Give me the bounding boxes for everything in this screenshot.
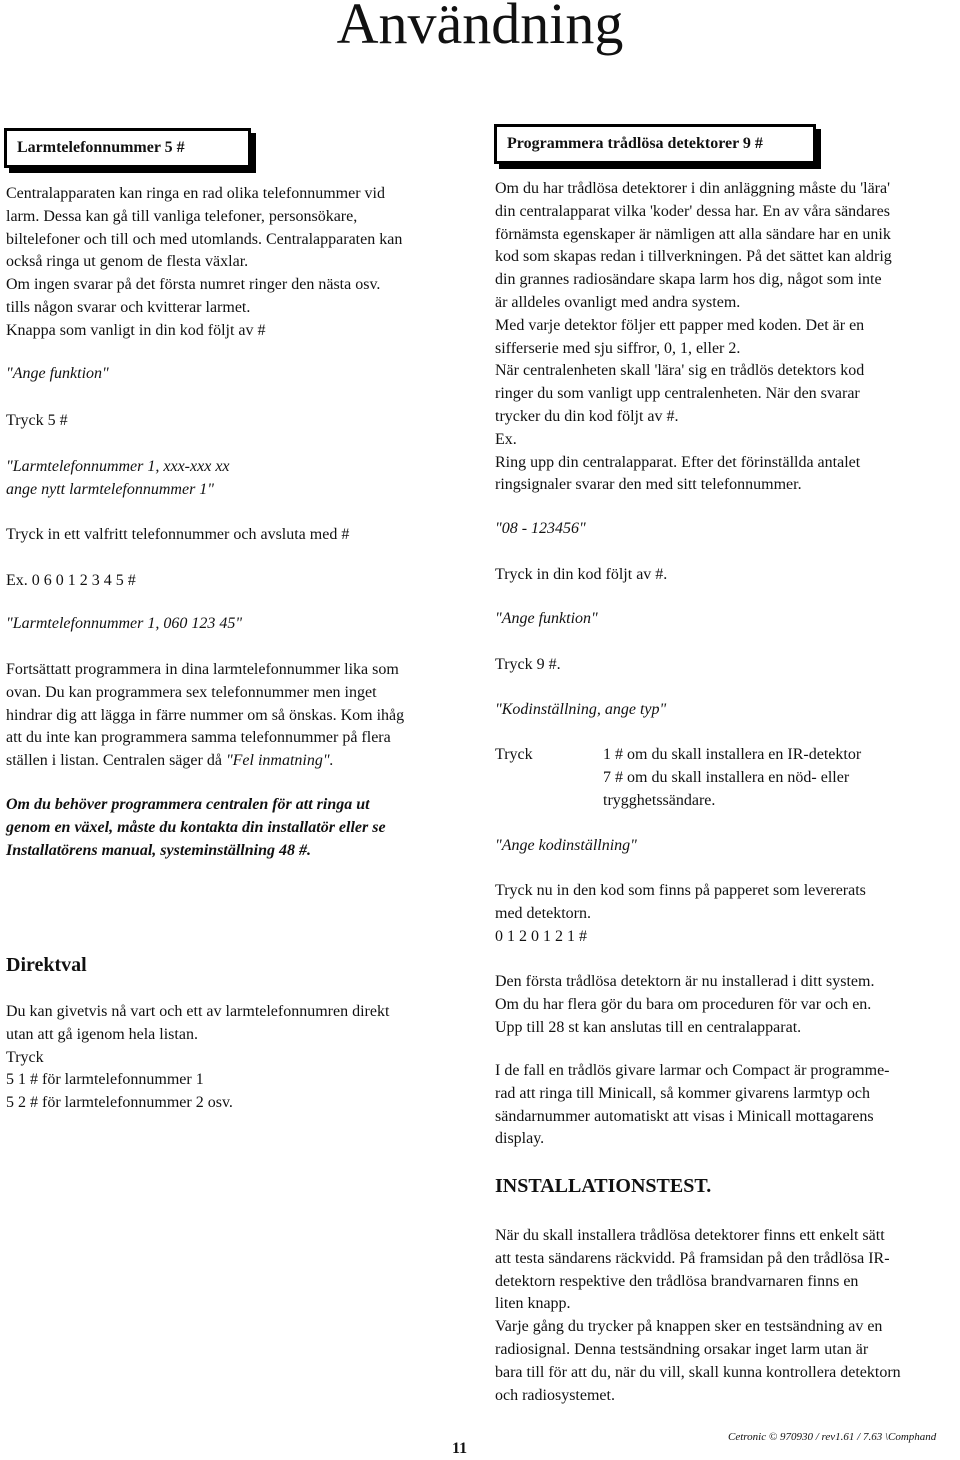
section-heading-label: Programmera trådlösa detektorer 9 # [507, 135, 763, 152]
display-ange-funktion: "Ange funktion" [495, 610, 598, 627]
text-line: Upp till 28 st kan anslutas till en centralapparat. [495, 1018, 802, 1036]
text-line: larm. Dessa kan gå till vanliga telefoner, personsökare, [6, 207, 358, 225]
text-line: "Larmtelefonnummer 1, xxx-xxx xx [6, 458, 230, 475]
text-line: sändarnummer automatiskt att visas i Minicall mottagarens [495, 1107, 874, 1125]
forsta-detektor-paragraph [495, 971, 957, 1039]
section-heading-label: Larmtelefonnummer 5 # [17, 139, 185, 156]
option-line: 7 # om du skall installera en nöd- eller [603, 768, 850, 786]
text-line: Om du har trådlösa detektorer i din anläggning måste du 'lära' [495, 180, 890, 197]
text-line: ringsignaler svarar den med sitt telefonnummer. [495, 476, 802, 494]
text-line: biltelefoner och till och med utomlands. Centralapparaten kan [6, 230, 403, 248]
text-line: Om du behöver programmera centralen för att ringa ut [6, 796, 370, 813]
text-line: ringer du som vanligt upp centralenheten. När den svarar [495, 385, 860, 403]
option-line: trygghetssändare. [603, 791, 716, 809]
text-line: Om ingen svarar på det första numret ringer den nästa osv. [6, 276, 381, 294]
tryck-nu-paragraph [495, 880, 957, 948]
display-ange-funktion: "Ange funktion" [6, 365, 109, 382]
detector-type-options [495, 744, 935, 812]
text-line: liten knapp. [495, 1295, 571, 1313]
text-line: Om du har flera gör du bara om proceduren för var och en. [495, 995, 872, 1013]
text-segment-italic: "Fel inmatning". [225, 752, 334, 770]
text-line: rad att ringa till Minicall, så kommer givarens larmtyp och [495, 1084, 871, 1102]
text-line: Du kan givetvis nå vart och ett av larmtelefonnumren direkt [6, 1003, 390, 1020]
text-line: att testa sändarens räckvidd. På framsidan på den trådlösa IR- [495, 1249, 890, 1267]
text-line: tills någon svarar och kvitterar larmet. [6, 298, 251, 316]
display-larmtelefonnummer [6, 456, 230, 502]
continue-paragraph [6, 659, 456, 773]
installationstest-heading: INSTALLATIONSTEST. [495, 1175, 712, 1197]
direktval-heading: Direktval [6, 954, 87, 976]
text-line: Centralapparaten kan ringa en rad olika telefonnummer vid [6, 185, 385, 202]
text-line [6, 750, 456, 773]
display-phone-number: "08 - 123456" [495, 520, 586, 537]
text-line: Fortsättatt programmera in dina larmtelefonnummer lika som [6, 661, 399, 678]
text-segment: ställen i listan. Centralen säger då [6, 752, 226, 770]
text-line: trycker du din kod följt av #. [495, 407, 679, 425]
text-line: Med varje detektor följer ett papper med koden. Det är en [495, 316, 865, 334]
instruction-tryck-valfritt: Tryck in ett valfritt telefonnummer och avsluta med # [6, 526, 350, 543]
text-line: förnämsta egenskaper är nämligen att alla sändare har en unik [495, 225, 891, 243]
text-line: också ringa ut genom de flesta växlar. [6, 253, 249, 271]
right-intro-paragraph [495, 178, 957, 497]
tryck-label: Tryck [495, 746, 533, 763]
option-list [603, 744, 861, 812]
section-heading-tradlosa-detektorer [494, 124, 816, 164]
document-revision-info: Cetronic © 970930 / rev1.61 / 7.63 \Comphand [728, 1431, 937, 1443]
text-line: är alldeles ovanligt med andra system. [495, 293, 741, 311]
direktval-paragraph [6, 1001, 466, 1115]
text-line: Tryck nu in den kod som finns på papperet som levererats [495, 882, 866, 899]
text-line: med detektorn. [495, 904, 591, 922]
display-larmtelefonnummer-example: "Larmtelefonnummer 1, 060 123 45" [6, 615, 243, 632]
text-line: ovan. Du kan programmera sex telefonnummer men inget [6, 683, 377, 701]
text-line: bara till för att du, när du vill, skall kunna kontrollera detektorn [495, 1363, 901, 1381]
text-line: kod som skapas redan i tillverkningen. På det sättet kan aldrig [495, 248, 892, 266]
instruction-tryck-9: Tryck 9 #. [495, 656, 561, 673]
text-line: När du skall installera trådlösa detektorer finns ett enkelt sätt [495, 1227, 885, 1244]
text-line: Knappa som vanligt in din kod följt av # [6, 321, 266, 339]
important-note [6, 794, 466, 862]
text-line: genom en växel, måste du kontakta din installatör eller se [6, 818, 386, 836]
display-kodinstallning: "Kodinställning, ange typ" [495, 701, 667, 718]
option-line: 1 # om du skall installera en IR-detektor [603, 746, 862, 763]
minicall-paragraph [495, 1060, 957, 1151]
text-line: När centralenheten skall 'lära' sig en trådlös detektors kod [495, 362, 865, 380]
instruction-tryck-kod: Tryck in din kod följt av #. [495, 566, 668, 583]
example-number: Ex. 0 6 0 1 2 3 4 5 # [6, 572, 136, 589]
text-line: display. [495, 1130, 545, 1148]
text-line: Ex. [495, 430, 517, 448]
text-line: ange nytt larmtelefonnummer 1" [6, 480, 215, 498]
text-line: 5 1 # för larmtelefonnummer 1 [6, 1071, 204, 1089]
page-number: 11 [452, 1440, 468, 1457]
text-line: och radiosystemet. [495, 1386, 615, 1404]
text-line: sifferserie med sju siffror, 0, 1, eller 2. [495, 339, 741, 357]
text-line: Den första trådlösa detektorn är nu installerad i ditt system. [495, 973, 875, 990]
page-title: Användning [336, 0, 624, 56]
text-line: Ring upp din centralapparat. Efter det förinställda antalet [495, 453, 861, 471]
instruction-tryck-5: Tryck 5 # [6, 412, 68, 429]
text-line: Installatörens manual, systeminställning 48 #. [6, 841, 311, 859]
text-line: 0 1 2 0 1 2 1 # [495, 927, 587, 945]
text-line: detektorn respektive den trådlösa brandvarnaren finns en [495, 1272, 859, 1290]
text-line: att du inte kan programmera samma telefonnummer på flera [6, 729, 391, 747]
text-line: I de fall en trådlös givare larmar och Compact är programme- [495, 1062, 890, 1079]
text-line: Varje gång du trycker på knappen sker en testsändning av en [495, 1318, 883, 1336]
text-line: utan att gå igenom hela listan. [6, 1025, 198, 1043]
text-line: radiosignal. Denna testsändning orsakar inget larm utan är [495, 1340, 869, 1358]
text-line: 5 2 # för larmtelefonnummer 2 osv. [6, 1094, 233, 1112]
display-ange-kodinstallning: "Ange kodinställning" [495, 837, 637, 854]
section-heading-larmtelefonnummer [4, 128, 251, 168]
text-line: hindrar dig att lägga in färre nummer om så önskas. Kom ihåg [6, 706, 405, 724]
installationstest-paragraph [495, 1225, 957, 1407]
text-line: Tryck [6, 1048, 44, 1066]
text-line: din centralapparat vilka 'koder' dessa har. En av våra sändares [495, 202, 890, 220]
left-intro-paragraph [6, 183, 456, 343]
text-line: din grannes radiosändare skapa larm hos dig, något som inte [495, 271, 882, 289]
